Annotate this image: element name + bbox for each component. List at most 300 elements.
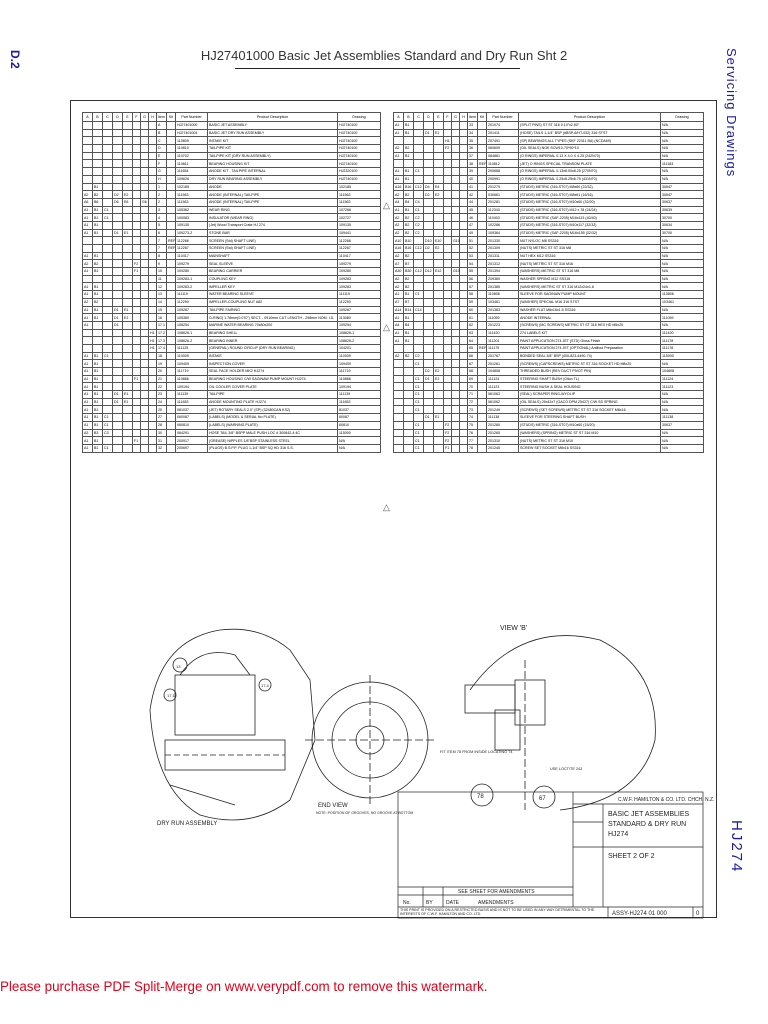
table-cell <box>141 214 149 222</box>
table-row <box>83 129 381 137</box>
table-cell <box>123 268 133 276</box>
table-cell: A1 <box>83 444 93 452</box>
column-header: A <box>83 113 93 122</box>
table-cell: C1 <box>103 352 113 360</box>
table-cell: 110811 <box>176 160 208 168</box>
table-cell: (OIL SEALS) NOK SCW10-70*90*10 <box>519 145 661 153</box>
table-cell: N/A <box>661 321 704 329</box>
table-row <box>83 137 381 145</box>
column-header: D <box>113 113 123 122</box>
table-cell: 201411 <box>487 129 519 137</box>
table-cell <box>113 275 123 283</box>
table-cell: 108626-2 <box>176 337 208 345</box>
table-cell: SCREW SET SOCKET M8x16 SS316 <box>519 444 661 452</box>
table-cell <box>460 175 468 183</box>
table-row <box>394 421 704 429</box>
table-cell <box>478 437 487 445</box>
table-cell <box>133 221 141 229</box>
table-row <box>394 275 704 283</box>
table-cell <box>424 306 434 314</box>
table-cell <box>103 168 113 176</box>
table-cell: B1 <box>93 314 103 322</box>
table-cell <box>478 375 487 383</box>
table-cell <box>434 398 444 406</box>
table-row <box>83 337 381 345</box>
table-cell <box>424 122 434 130</box>
table-cell: 7 <box>157 245 167 253</box>
table-cell: 64 <box>468 337 478 345</box>
table-cell: A1 <box>83 368 93 376</box>
table-cell <box>414 283 424 291</box>
table-cell: A1 <box>83 306 93 314</box>
table-cell <box>394 398 404 406</box>
table-cell <box>103 291 113 299</box>
table-row <box>83 421 381 429</box>
table-cell <box>434 344 444 352</box>
table-cell <box>93 168 103 176</box>
table-cell <box>444 414 452 422</box>
table-cell <box>434 291 444 299</box>
table-row <box>394 260 704 268</box>
table-cell: A1 <box>83 391 93 399</box>
table-cell: 201249 <box>487 406 519 414</box>
table-cell <box>444 391 452 399</box>
table-cell: N/A <box>661 145 704 153</box>
table-cell <box>478 337 487 345</box>
table-row <box>83 375 381 383</box>
table-cell <box>113 175 123 183</box>
table-cell <box>460 198 468 206</box>
table-cell <box>434 321 444 329</box>
table-row <box>394 168 704 176</box>
table-cell <box>103 122 113 130</box>
column-header: B <box>93 113 103 122</box>
table-cell: 107266 <box>338 206 381 214</box>
table-cell: B <box>157 129 167 137</box>
table-cell <box>149 252 157 260</box>
table-cell: 13 <box>157 291 167 299</box>
table-row <box>83 206 381 214</box>
table-cell <box>404 444 414 452</box>
table-cell <box>113 291 123 299</box>
table-row <box>83 191 381 199</box>
table-cell: 105360 <box>176 314 208 322</box>
table-cell <box>113 145 123 153</box>
table-cell <box>123 168 133 176</box>
column-header: C <box>414 113 424 122</box>
table-cell <box>478 137 487 145</box>
table-cell: N/A <box>661 437 704 445</box>
table-cell <box>133 337 141 345</box>
table-cell <box>167 383 176 391</box>
table-cell <box>149 129 157 137</box>
table-cell: STONE BAR <box>208 229 338 237</box>
table-cell <box>113 268 123 276</box>
table-cell <box>141 175 149 183</box>
table-cell: 108626-1 <box>338 329 381 337</box>
table-cell: B1 <box>93 368 103 376</box>
table-cell <box>404 414 414 422</box>
table-cell <box>452 352 460 360</box>
table-cell <box>93 129 103 137</box>
table-cell: 110866 <box>176 375 208 383</box>
table-cell: (SCREWS) (SET SCREWS) METRIC ST ST 316 SOCKET M8x16 <box>519 406 661 414</box>
table-row <box>394 214 704 222</box>
table-cell: 42 <box>468 191 478 199</box>
table-cell <box>404 368 414 376</box>
title-underline <box>235 68 520 69</box>
table-cell: 207491 <box>487 137 519 145</box>
table-cell <box>149 175 157 183</box>
table-cell: INSPECTION COVER <box>208 360 338 368</box>
table-cell <box>133 344 141 352</box>
table-cell <box>460 268 468 276</box>
table-cell: TAILPIPE FAIRING <box>208 306 338 314</box>
table-cell <box>404 360 414 368</box>
table-cell: 061063 <box>487 391 519 399</box>
table-cell <box>434 145 444 153</box>
table-cell: 109409 <box>338 360 381 368</box>
table-cell <box>394 391 404 399</box>
table-cell: D1 <box>424 129 434 137</box>
table-cell <box>478 122 487 130</box>
table-cell <box>141 344 149 352</box>
table-cell <box>123 275 133 283</box>
table-cell: B1 <box>404 152 414 160</box>
table-row <box>83 229 381 237</box>
table-cell: 47 <box>468 221 478 229</box>
table-cell <box>149 237 157 245</box>
table-row <box>83 221 381 229</box>
table-cell <box>133 160 141 168</box>
table-cell: A1 <box>83 229 93 237</box>
table-cell: D2 <box>424 368 434 376</box>
table-cell <box>149 406 157 414</box>
table-cell <box>133 252 141 260</box>
table-cell: ANODE MOUNTING PLATE HJ274 <box>208 398 338 406</box>
table-cell <box>167 306 176 314</box>
table-cell <box>167 252 176 260</box>
table-cell: 30647 <box>661 191 704 199</box>
revision-triangle-icon: △ <box>383 322 390 332</box>
table-cell: WASHER SPRING M12 SS316 <box>519 275 661 283</box>
table-cell: 200991 <box>487 175 519 183</box>
table-cell: B7 <box>404 298 414 306</box>
table-row <box>83 368 381 376</box>
table-cell <box>103 152 113 160</box>
company-name: C.W.F. HAMILTON & CO. LTD. CHCH. N.Z. <box>618 797 715 803</box>
table-row <box>394 237 704 245</box>
table-cell: BASIC JET ASSEMBLY <box>208 122 338 130</box>
table-cell: D1 <box>424 375 434 383</box>
table-cell <box>103 283 113 291</box>
table-cell: 111653 <box>338 398 381 406</box>
table-cell <box>460 206 468 214</box>
table-cell: H1 <box>150 338 155 343</box>
table-cell: REF <box>479 161 487 166</box>
table-cell <box>141 283 149 291</box>
table-cell: B4 <box>404 198 414 206</box>
table-cell: IMPELLER KEY <box>208 283 338 291</box>
table-cell: HJ2740100 <box>338 175 381 183</box>
table-cell: C4 <box>414 198 424 206</box>
table-cell: 21 <box>157 375 167 383</box>
table-row <box>83 152 381 160</box>
table-cell: 5 <box>157 221 167 229</box>
table-cell: BEARING SHELL <box>208 329 338 337</box>
table-row <box>394 437 704 445</box>
table-cell: (LABELS) (WARNING PLATE) <box>208 421 338 429</box>
parts-table-left <box>82 112 381 453</box>
table-cell <box>460 429 468 437</box>
table-cell: B2 <box>404 191 414 199</box>
table-cell: 110809 <box>176 137 208 145</box>
table-cell: 200697 <box>176 444 208 452</box>
table-cell <box>444 298 452 306</box>
table-cell <box>133 214 141 222</box>
table-cell: F <box>157 160 167 168</box>
table-cell: ANODE (INTERNAL) TAILPIPE <box>208 191 338 199</box>
table-cell <box>133 183 141 191</box>
table-cell: 46 <box>468 214 478 222</box>
table-cell <box>149 260 157 268</box>
table-cell <box>167 183 176 191</box>
table-cell: B1 <box>93 421 103 429</box>
table-cell: N/A <box>661 137 704 145</box>
table-cell: HJ2740100 <box>338 129 381 137</box>
table-cell: N/A <box>661 283 704 291</box>
table-cell: 22 <box>157 383 167 391</box>
table-cell: 111183 <box>661 160 704 168</box>
table-cell: 65 <box>468 344 478 352</box>
table-cell <box>149 168 157 176</box>
table-cell <box>452 375 460 383</box>
table-cell <box>123 221 133 229</box>
table-cell <box>83 152 93 160</box>
table-cell: N/A <box>661 168 704 176</box>
table-cell: (WASHERS) (SPRING) METRIC ST ST 316 M10 <box>519 429 661 437</box>
table-cell <box>444 191 452 199</box>
table-cell: REF <box>479 346 487 351</box>
table-cell: 115000 <box>661 352 704 360</box>
table-cell <box>424 252 434 260</box>
table-cell <box>123 375 133 383</box>
table-cell: HJ2740100 <box>338 122 381 130</box>
table-cell: B2 <box>404 283 414 291</box>
table-cell <box>424 437 434 445</box>
column-header: F <box>444 113 452 122</box>
table-cell: 67 <box>468 360 478 368</box>
table-cell <box>93 145 103 153</box>
table-cell <box>103 229 113 237</box>
column-header: A <box>394 113 404 122</box>
table-cell: 201074 <box>487 122 519 130</box>
table-cell <box>93 245 103 253</box>
table-cell: 36 <box>468 145 478 153</box>
table-cell <box>452 122 460 130</box>
table-cell <box>444 206 452 214</box>
table-cell: G10 <box>453 269 460 274</box>
table-cell <box>167 391 176 399</box>
table-cell <box>113 137 123 145</box>
table-cell: A2 <box>394 229 404 237</box>
table-cell <box>414 260 424 268</box>
table-cell <box>141 152 149 160</box>
table-cell <box>113 329 123 337</box>
table-cell: E6 <box>123 198 133 206</box>
table-cell: 111563 <box>338 198 381 206</box>
table-cell <box>133 368 141 376</box>
table-cell: 61 <box>468 314 478 322</box>
table-cell: 060609 <box>487 145 519 153</box>
table-cell: 081037 <box>176 406 208 414</box>
table-cell <box>424 444 434 452</box>
table-cell <box>113 344 123 352</box>
table-cell <box>133 122 141 130</box>
table-cell: HJ27401004 <box>176 129 208 137</box>
table-cell <box>167 129 176 137</box>
table-cell: D12 <box>425 269 432 274</box>
table-cell <box>404 344 414 352</box>
table-cell: 112267 <box>176 245 208 253</box>
table-cell: 201309 <box>487 245 519 253</box>
table-cell <box>424 429 434 437</box>
table-cell <box>167 206 176 214</box>
table-cell: 111420 <box>661 329 704 337</box>
table-cell: B30 <box>404 268 414 276</box>
table-cell: 49 <box>468 229 478 237</box>
table-cell: E1 <box>123 306 133 314</box>
table-cell: 81037 <box>338 406 381 414</box>
table-cell <box>444 237 452 245</box>
table-cell: 30700 <box>661 214 704 222</box>
table-cell <box>478 206 487 214</box>
column-header: Drawing <box>661 113 704 122</box>
table-cell: (STUDS) METRIC (316-ST07) M10x60 (32/20) <box>519 198 661 206</box>
table-cell: E1 <box>123 314 133 322</box>
table-cell: 109254 <box>338 321 381 329</box>
table-cell <box>478 221 487 229</box>
table-cell <box>113 183 123 191</box>
table-cell: B1 <box>404 329 414 337</box>
table-row <box>394 183 704 191</box>
table-cell <box>452 252 460 260</box>
table-cell <box>83 137 93 145</box>
table-row <box>83 329 381 337</box>
table-cell <box>167 198 176 206</box>
table-cell <box>414 344 424 352</box>
table-cell: 17.4 <box>158 346 165 351</box>
table-cell: B2 <box>93 298 103 306</box>
table-cell <box>434 175 444 183</box>
table-cell <box>424 229 434 237</box>
table-cell: 112343 <box>487 206 519 214</box>
table-cell: C1 <box>414 360 424 368</box>
table-cell: A1 <box>83 314 93 322</box>
table-cell: 17.3 <box>158 338 165 343</box>
table-cell <box>444 198 452 206</box>
table-cell <box>414 129 424 137</box>
table-cell <box>123 444 133 452</box>
table-cell <box>123 437 133 445</box>
table-cell: 109364 <box>487 229 519 237</box>
table-cell <box>167 298 176 306</box>
table-cell <box>478 237 487 245</box>
table-cell <box>452 437 460 445</box>
table-cell <box>149 191 157 199</box>
table-cell: B1 <box>404 337 414 345</box>
table-row <box>83 398 381 406</box>
table-cell <box>424 329 434 337</box>
col-by: BY <box>426 900 433 906</box>
table-cell: 111125 <box>176 344 208 352</box>
table-cell <box>404 391 414 399</box>
table-row <box>394 352 704 360</box>
table-cell <box>123 214 133 222</box>
table-cell: N/A <box>661 275 704 283</box>
table-cell: D2 <box>424 245 434 253</box>
table-cell: A2 <box>394 191 404 199</box>
table-cell: A1 <box>83 214 93 222</box>
table-cell <box>83 275 93 283</box>
table-cell <box>478 291 487 299</box>
table-cell: A10 <box>394 237 404 245</box>
table-cell <box>460 122 468 130</box>
table-cell <box>133 291 141 299</box>
table-cell: A <box>157 122 167 130</box>
table-cell: 109626 <box>176 175 208 183</box>
table-cell: A1 <box>394 329 404 337</box>
table-cell <box>103 191 113 199</box>
table-cell <box>444 268 452 276</box>
table-cell <box>123 368 133 376</box>
table-cell <box>444 329 452 337</box>
table-cell <box>141 275 149 283</box>
table-cell <box>113 221 123 229</box>
table-cell <box>452 198 460 206</box>
table-cell: 102286 <box>487 221 519 229</box>
table-cell: 111179 <box>487 344 519 352</box>
table-cell <box>424 321 434 329</box>
table-cell <box>123 183 133 191</box>
table-cell: B1 <box>404 314 414 322</box>
table-cell: 111654 <box>176 168 208 176</box>
table-cell <box>149 145 157 153</box>
model-side-label: HJ274 <box>728 820 745 874</box>
table-cell <box>404 375 414 383</box>
table-cell: A1 <box>83 406 93 414</box>
table-cell <box>444 337 452 345</box>
table-cell <box>434 137 444 145</box>
table-cell: D1 <box>113 398 123 406</box>
table-cell: A1 <box>83 321 93 329</box>
table-cell: 110812 <box>487 160 519 168</box>
table-cell: 274 LABELS KIT <box>519 329 661 337</box>
table-cell <box>460 137 468 145</box>
table-cell: 200917 <box>176 437 208 445</box>
table-cell: STEERING BUSH & SEAL HOUSING <box>519 383 661 391</box>
table-cell: 110009 <box>176 352 208 360</box>
table-cell <box>460 252 468 260</box>
table-cell <box>452 337 460 345</box>
table-cell: E1 <box>123 398 133 406</box>
table-cell <box>452 175 460 183</box>
table-cell <box>103 221 113 229</box>
table-cell <box>103 337 113 345</box>
table-cell <box>414 275 424 283</box>
table-cell: A16 <box>394 245 404 253</box>
table-cell <box>424 206 434 214</box>
